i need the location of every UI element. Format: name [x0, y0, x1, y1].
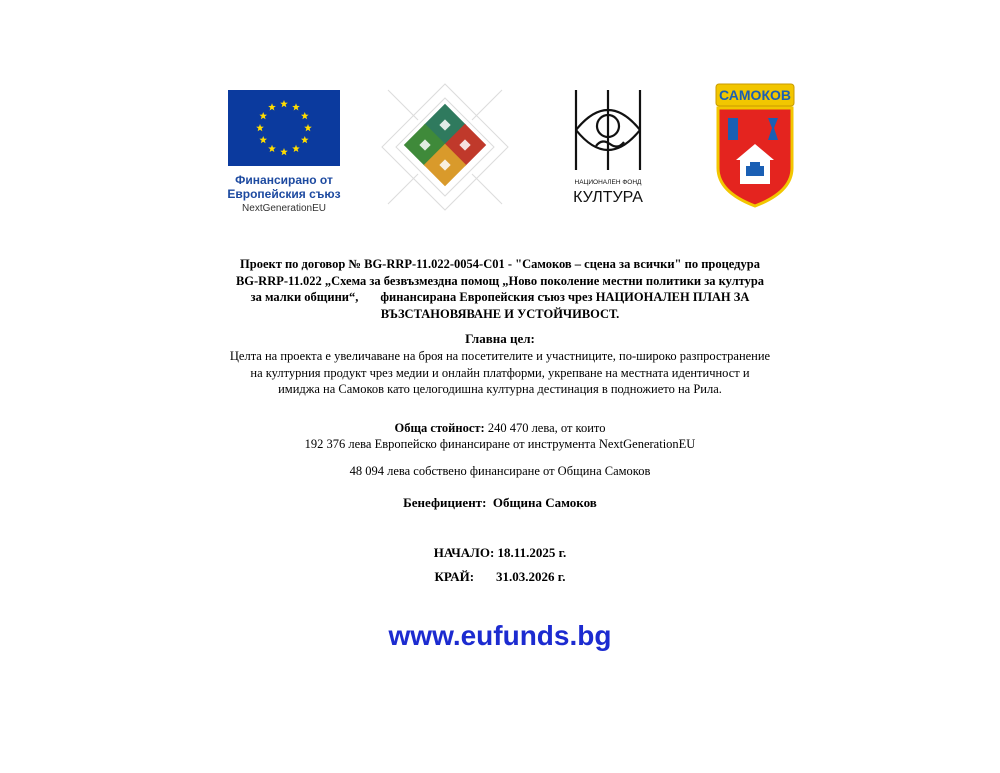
end-value: 31.03.2026 г.: [496, 569, 566, 584]
beneficiary-label: Бенефициент:: [403, 495, 487, 510]
website-link[interactable]: www.eufunds.bg: [388, 620, 612, 651]
eu-star: [280, 148, 288, 155]
own-funding: 48 094 лева собствено финансиране от Община Самоков: [349, 464, 651, 478]
samokov-banner-text: САМОКОВ: [719, 87, 791, 103]
eu-star: [259, 112, 267, 119]
eu-caption-line1b: Европейския съюз: [227, 187, 341, 201]
eu-star: [301, 112, 309, 119]
project-line-3: [0, 289, 1000, 306]
eu-star: [268, 145, 276, 152]
culture-fund-small-caption: НАЦИОНАЛЕН ФОНД: [574, 179, 642, 186]
samokov-coat-of-arms: [712, 80, 798, 208]
goal-text: [0, 348, 1000, 398]
eu-caption-line2: NextGenerationEU: [242, 203, 326, 214]
beneficiary-value: Община Самоков: [486, 495, 597, 510]
end-label: КРАЙ:: [434, 569, 475, 584]
start-label: НАЧАЛО:: [433, 545, 495, 560]
eu-funding: 192 376 лева Европейско финансиране от инструмента NextGenerationEU: [304, 437, 696, 451]
goal-heading: Главна цел:: [465, 331, 535, 346]
end-date: [0, 569, 1000, 585]
goal-line-2: на културния продукт чрез медии и онлайн платформи, укрепване на местната идентичност и: [250, 365, 750, 380]
eu-flag-icon: [228, 90, 340, 166]
eu-star: [280, 100, 288, 107]
total-cost-label: Обща стойност:: [394, 421, 485, 435]
culture-fund-logo: [566, 86, 650, 210]
total-cost: [0, 420, 1000, 436]
eu-star: [292, 145, 300, 152]
eu-star: [301, 136, 309, 143]
embroidery-pattern-icon: [378, 80, 512, 214]
eu-star: [259, 136, 267, 143]
culture-fund-big-caption: КУЛТУРА: [573, 189, 643, 206]
project-line-3a: за малки общини“,: [250, 290, 359, 304]
project-line-1: Проект по договор № BG-RRP-11.022-0054-C01 - "Самоков – сцена за всички" по процедура: [240, 257, 760, 271]
goal-line-1: Целта на проекта е увеличаване на броя на посетителите и участниците, по-широко разпространение: [229, 349, 771, 363]
eu-caption-line1a: Финансирано от: [235, 173, 333, 187]
eu-star: [268, 103, 276, 110]
eu-star: [256, 124, 264, 131]
start-date: [0, 545, 1000, 561]
project-line-3b: финансирана Европейския съюз чрез НАЦИОНАЛЕН ПЛАН ЗА: [380, 290, 750, 304]
total-cost-value: 240 470 лева, от които: [484, 421, 606, 435]
project-line-2: BG-RRP-11.022 „Схема за безвъзмездна помощ „Ново поколение местни политики за култура: [235, 273, 765, 288]
goal-line-3: имиджа на Самоков като целогодишна културна дестинация в подножието на Рила.: [278, 382, 722, 396]
eu-star: [292, 103, 300, 110]
eu-star: [304, 124, 312, 131]
beneficiary: [0, 495, 1000, 511]
logo-strip: [0, 80, 1000, 220]
project-line-4: ВЪЗСТАНОВЯВАНЕ И УСТОЙЧИВОСТ.: [380, 306, 620, 321]
start-value: 18.11.2025 г.: [494, 545, 567, 560]
eu-caption: [214, 173, 354, 217]
project-description: [0, 256, 1000, 322]
